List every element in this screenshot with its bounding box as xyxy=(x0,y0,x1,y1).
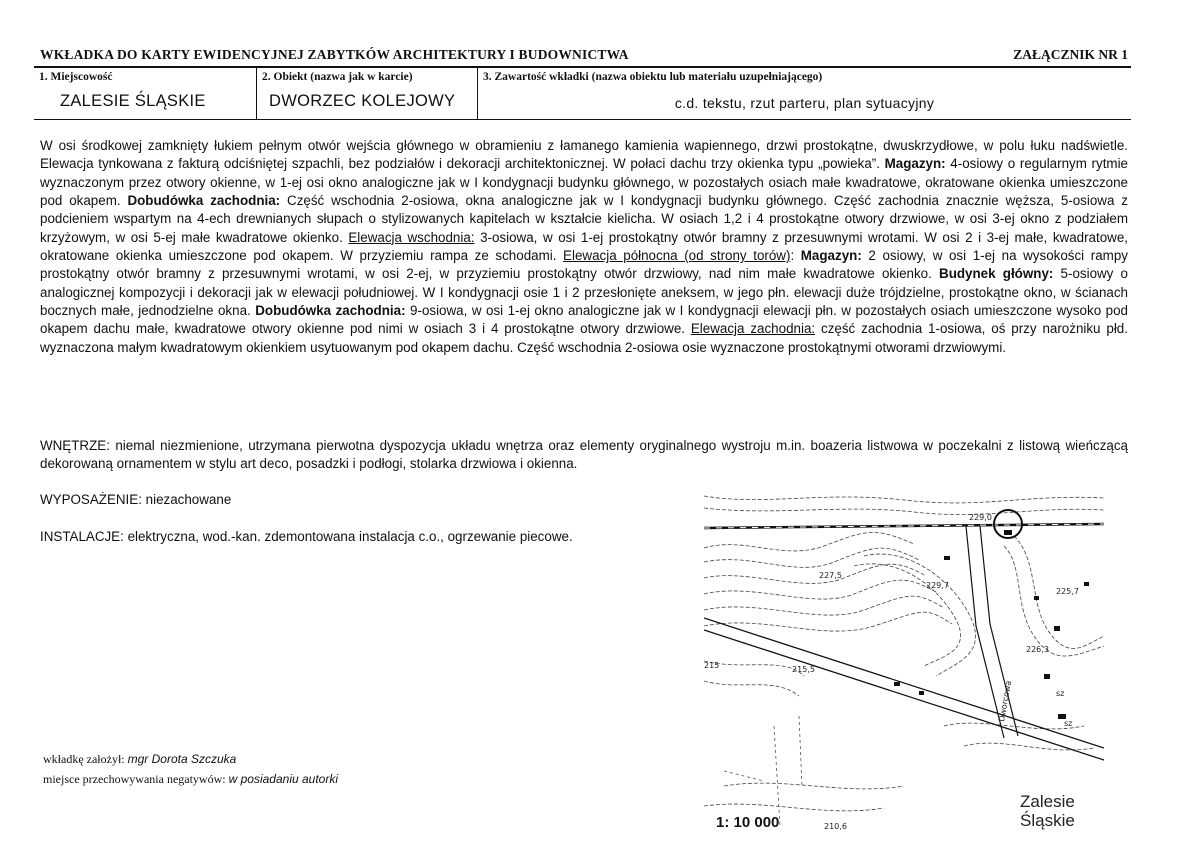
interior-section xyxy=(40,437,1128,474)
description-segment: Budynek główny: xyxy=(939,266,1054,282)
railway-line xyxy=(704,524,1104,528)
content-field xyxy=(477,68,1131,119)
spot-height-label: 229,0 xyxy=(969,513,992,522)
equipment-label: WYPOSAŻENIE: xyxy=(40,492,142,507)
object-label: 2. Obiekt (nazwa jak w karcie) xyxy=(262,71,413,83)
road xyxy=(704,526,1104,760)
field-lines xyxy=(724,716,802,826)
map-mark-label: sz xyxy=(1064,719,1073,728)
description-segment: 2 osiowy, w osi 1-ej na wysokości rampy prostokątny otwór bramny z przesuwnymi wrotami, w osi 2-ej, w przyziemiu prostokątny otwór drzwiowy, nad nim małe kwadratowe okienko. xyxy=(40,248,1128,282)
site-plan-map xyxy=(704,486,1104,838)
storage-value: w posiadaniu autorki xyxy=(228,772,339,786)
description-segment: Magazyn: xyxy=(884,156,946,172)
annex-number: ZAŁĄCZNIK NR 1 xyxy=(1013,47,1128,62)
description-segment: 9-osiowa, w osi 1-ej okno analogiczne jak w I kondygnacji elewacji płn. w pozostałych osiach umieszczone wysoko pod okapem dachu małe, kwadratowe otwory okienne pod nimi w osiach 3 i 4 prostokątne otwory drzwiowe. xyxy=(40,303,1128,337)
content-value: c.d. tekstu, rzut parteru, plan sytuacyjny xyxy=(674,95,935,111)
content-label: 3. Zawartość wkładki (nazwa obiektu lub materiału uzupełniającego) xyxy=(483,71,823,83)
spot-height-label: 210,6 xyxy=(824,822,847,831)
map-place-line-2: Śląskie xyxy=(1020,811,1075,830)
equipment-line xyxy=(40,492,231,507)
equipment-text: niezachowane xyxy=(141,492,232,507)
object-value: DWORZEC KOLEJOWY xyxy=(269,92,456,110)
street-label: Dworcowa xyxy=(997,679,1014,723)
description-segment: Elewacja północna (od strony torów) xyxy=(563,248,791,264)
description-segment: Dobudówka zachodnia: xyxy=(127,193,281,209)
spot-height-label: 225,7 xyxy=(1056,587,1079,596)
location-value: ZALESIE ŚLĄSKIE xyxy=(60,92,206,110)
description-segment: 4-osiowy o regularnym rytmie wyznaczonym przez otwory okienne, w 1-ej osi okno analogiczne jak w I kondygnacji budynku głównego, w pozostałych osiach małe kwadratowe, okratowane okienka umieszczone pod okapem. xyxy=(40,156,1128,209)
object-field xyxy=(256,68,477,119)
spot-height-label: 227,5 xyxy=(819,571,842,580)
location-label: 1. Miejscowość xyxy=(39,71,113,83)
description-segment: Elewacja zachodnia: xyxy=(690,321,816,337)
interior-text: niemal niezmienione, utrzymana pierwotna dyspozycja układu wnętrza oraz elementy oryginalnego wystroju m.in. boazeria listwowa w poczekalni z listową wieńczącą dekorowaną ornamentem w stylu art deco, posadzki i podłogi, stolarka drzwiowa i okienna. xyxy=(40,438,1128,472)
storage-line xyxy=(43,772,338,787)
interior-label: WNĘTRZE: xyxy=(40,438,110,453)
document-title: WKŁADKA DO KARTY EWIDENCYJNEJ ZABYTKÓW ARCHITEKTURY I BUDOWNICTWA xyxy=(40,47,629,62)
map-scale: 1: 10 000 xyxy=(716,814,780,831)
author-label: wkładkę założył: xyxy=(43,752,128,766)
installations-text: elektryczna, wod.-kan. zdemontowana instalacja c.o., ogrzewanie piecowe. xyxy=(123,529,573,544)
map-place-line-1: Zalesie xyxy=(1020,792,1075,811)
author-name: mgr Dorota Szczuka xyxy=(127,752,237,766)
storage-label: miejsce przechowywania negatywów: xyxy=(43,772,229,786)
spot-height-label: 215,5 xyxy=(792,665,815,674)
spot-height-label: 215 xyxy=(704,661,720,670)
spot-height-label: 229,7 xyxy=(926,581,949,590)
description-segment: Magazyn: xyxy=(800,248,862,264)
location-field xyxy=(34,68,256,119)
author-line xyxy=(43,752,236,767)
description-segment: : xyxy=(790,248,801,264)
description-segment: Elewacja wschodnia: xyxy=(348,229,475,245)
description-text xyxy=(40,137,1128,357)
spot-height-label: 226,3 xyxy=(1026,645,1049,654)
header-fields-row xyxy=(34,66,1131,120)
installations-line xyxy=(40,529,573,544)
description-segment: Dobudówka zachodnia: xyxy=(255,303,406,319)
description-segment: 3-osiowa, w osi 1-ej prostokątny otwór bramny z przesuwnymi wrotami. W osi 2 i 3-ej małe, kwadratowe, okratowane okienka umieszczone pod okapem. W przyziemiu rampa ze schodami. xyxy=(40,229,1129,264)
description-segment: 5-osiowy o analogicznej kompozycji i dekoracji jak w elewacji południowej. W I kondygnacji osie 1 i 2 przesłonięte aneksem, w jego płn. elewacji duże trójdzielne, prostokątne okno, w ścianach bocznych małe, jednodzielne okna. xyxy=(40,266,1129,319)
map-drawing xyxy=(704,486,1104,838)
map-mark-label: sz xyxy=(1056,689,1065,698)
description-segment: W osi środkowej zamknięty łukiem pełnym otwór wejścia głównego w obramieniu z łamanego kamienia wapiennego, drzwi prostokątne, dwuskrzydłowe, w polu łuku nadświetle. Elewacja tynkowana z fakturą odciśniętej szpachli, bez podziałów i dekoracji architektonicznej. W połaci dachu trzy okienka typu „powieka”. xyxy=(40,138,1128,172)
description-segment: Część wschodnia 2-osiowa, okna analogiczne jak w I kondygnacji budynku głównego. Część zachodnia znacznie węższa, 5-osiowa z podcieniem wspartym na 4-ech drewnianych słupach o stylizowanych kapitelach w kształcie kielicha. W osiach 1,2 i 4 prostokątne otwory drzwiowe, w osi 3-ej okno z podziałem krzyżowym, w osi 5-ej małe kwadratowe okienko. xyxy=(40,193,1128,245)
description-segment: część zachodnia 1-osiowa, oś przy narożniku płd. wyznaczona małym kwadratowym okienkiem usytuowanym pod okapem dachu. Część wschodnia 2-osiowa osie wyznaczone prostokątnymi otworami drzwiowymi. xyxy=(40,321,1128,355)
installations-label: INSTALACJE: xyxy=(40,529,124,544)
map-place-name xyxy=(1020,792,1075,830)
